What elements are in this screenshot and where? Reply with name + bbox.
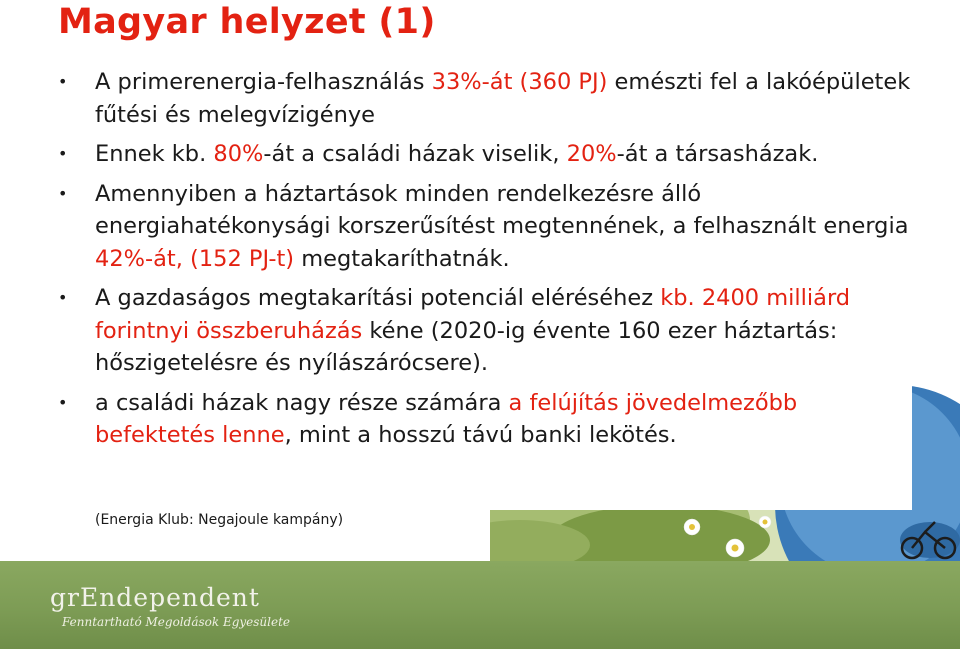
bullet-text: -át a családi házak viselik, [263, 141, 567, 167]
highlighted-text: 20% [566, 141, 617, 167]
bullet-item [58, 138, 918, 171]
bullet-text: A gazdaságos megtakarítási potenciál eléréséhez [95, 285, 661, 311]
logo [50, 583, 290, 629]
bullet-text: kéne (2020-ig évente 160 ezer háztartás: hőszigetelésre és nyílászárócsere). [95, 317, 838, 376]
bullet-text: -át a társasházak. [616, 141, 819, 167]
bullet-text: Amennyiben a háztartások minden rendelkezésre álló energiahatékonysági korszerűsítést megtennének, a felhasznált energia [95, 180, 909, 239]
bullet-item [58, 282, 918, 380]
logo-text: grEndependent [50, 583, 260, 612]
page-title: Magyar helyzet (1) [58, 2, 436, 42]
highlighted-text: 33%-át (360 PJ) [431, 69, 608, 95]
bullet-text: , mint a hosszú távú banki lekötés. [284, 422, 677, 448]
bullet-item [58, 178, 918, 276]
bullet-dot-icon: • [58, 392, 68, 412]
bullet-item [58, 387, 918, 452]
bullet-dot-icon: • [58, 144, 68, 163]
highlighted-text: 42%-át, (152 PJ-t) [95, 245, 295, 272]
highlighted-text: a felújítás jövedelmezőbb befektetés lenne [95, 389, 798, 448]
bullet-text: a családi házak nagy része számára [95, 389, 509, 416]
bullet-text: A primerenergia-felhasználás [95, 69, 432, 95]
bullet-text: emészti fel a lakóépületek fűtési és melegvízigénye [95, 69, 911, 128]
highlighted-text: 80% [213, 141, 264, 167]
bullet-list [58, 66, 918, 459]
bullet-text: megtakaríthatnák. [294, 245, 510, 272]
bullet-dot-icon: • [58, 72, 68, 91]
bullet-item [58, 66, 918, 131]
logo-subtitle: Fenntartható Megoldások Egyesülete [62, 615, 291, 629]
bullet-text: Ennek kb. [95, 141, 214, 167]
highlighted-text: kb. 2400 milliárd forintnyi összberuházás [95, 285, 851, 344]
bullet-dot-icon: • [58, 183, 68, 203]
bullet-dot-icon: • [58, 288, 68, 307]
source-citation: (Energia Klub: Negajoule kampány) [95, 512, 344, 528]
